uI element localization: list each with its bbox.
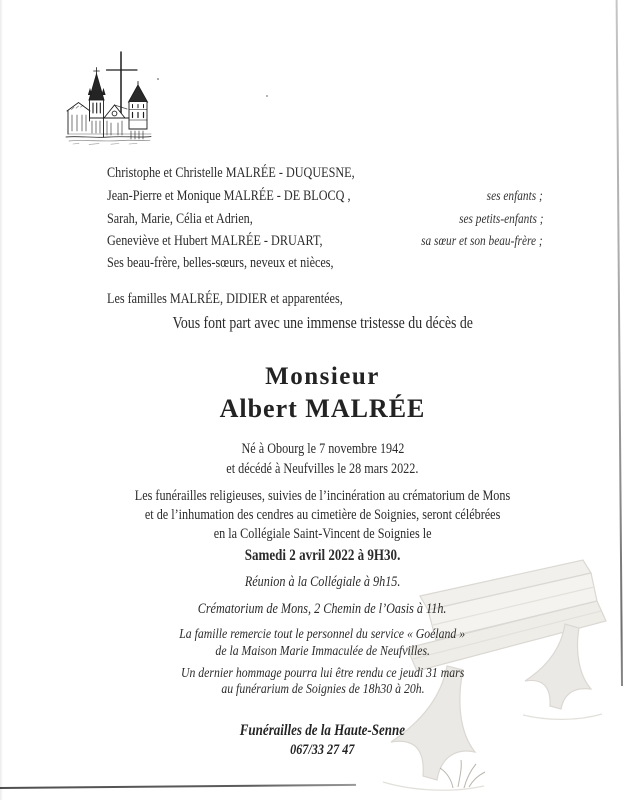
- life-dates: [0, 439, 631, 479]
- thanks-paragraph: La famille remercie tout le personnel du service « Goéland » de la Maison Marie Immaculée de Neufvilles.: [179, 627, 466, 659]
- funeral-home-name: Funérailles de la Haute-Senne: [239, 722, 406, 739]
- family-line: [107, 255, 543, 272]
- crematorium-line: Crématorium de Mons, 2 Chemin de l’Oasis à 11h.: [198, 601, 447, 617]
- family-line: [107, 210, 543, 228]
- tribute-paragraph: Un dernier hommage pourra lui être rendu ce jeudi 31 mars au funérarium de Soignies de 18h30 à 20h.: [180, 666, 465, 697]
- birth-line: Né à Obourg le 7 novembre 1942: [241, 441, 404, 457]
- scan-edge-left: [0, 0, 3, 800]
- relation-label: sa sœur et son beau-frère ;: [421, 233, 543, 248]
- family-names: Jean-Pierre et Monique MALRÉE - DE BLOCQ ,: [107, 188, 351, 204]
- family-line: [107, 165, 543, 182]
- family-names: Ses beau-frère, belles-sœurs, neveux et nièces,: [107, 255, 334, 271]
- family-names: Christophe et Christelle MALRÉE - DUQUESNE,: [107, 165, 355, 181]
- family-names: Sarah, Marie, Célia et Adrien,: [107, 211, 253, 227]
- meeting-line: Réunion à la Collégiale à 9h15.: [244, 574, 401, 590]
- intro-line: Vous font part avec une immense tristesse du décès de: [172, 313, 473, 332]
- ceremony-datetime: Samedi 2 avril 2022 à 9H30.: [244, 547, 401, 564]
- relation-label: ses petits-enfants ;: [458, 211, 543, 226]
- family-line: [107, 187, 543, 205]
- family-line: [107, 232, 543, 250]
- ceremony-paragraph: Les funérailles religieuses, suivies de l’incinération au crématorium de Mons et de l’inhumation des cendres au cimetière de Soignies, seront célébrées en la Collégiale Saint-Vincent de Soignies le: [134, 488, 511, 542]
- deceased-title: Monsieur: [265, 363, 380, 390]
- death-line: et décédé à Neufvilles le 28 mars 2022.: [226, 461, 419, 477]
- families-line: Les familles MALRÉE, DIDIER et apparentées,: [107, 291, 343, 307]
- deceased-name: Albert MALRÉE: [219, 394, 426, 423]
- funeral-home-phone: 067/33 27 47: [290, 742, 355, 758]
- relation-label: ses enfants ;: [486, 188, 543, 203]
- family-names: Geneviève et Hubert MALRÉE - DRUART,: [107, 233, 323, 249]
